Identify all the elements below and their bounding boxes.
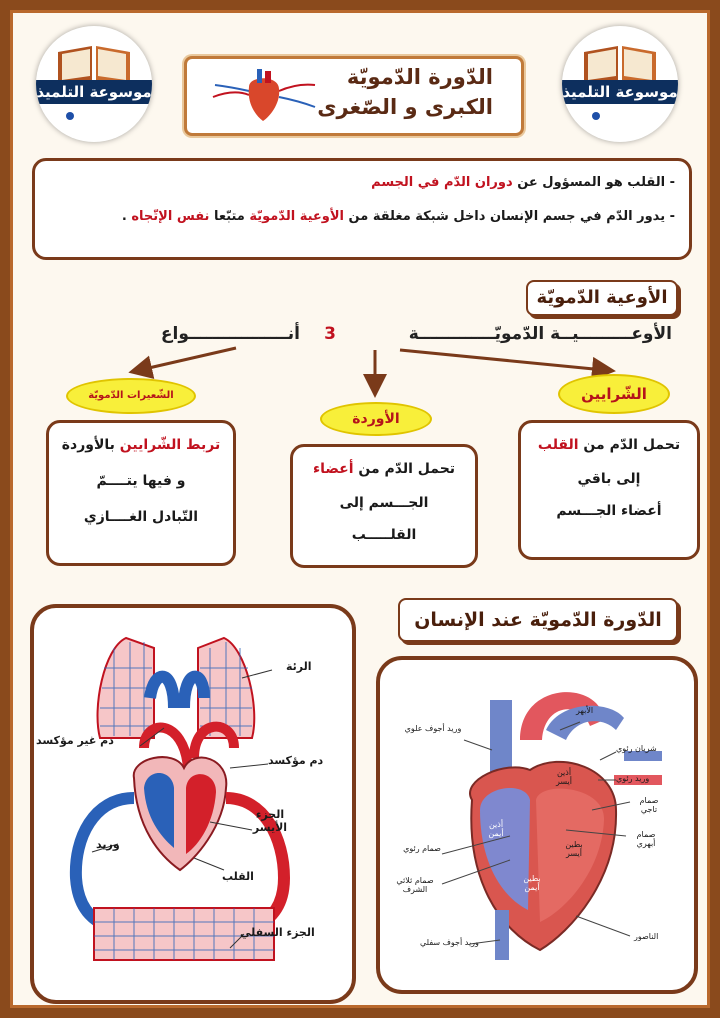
label-aorta: الأبهر (576, 706, 594, 715)
capillaries-line-1: تربط الشّرايين بالأوردة (61, 437, 221, 453)
label-pulmonary-valve: صمام رئوي (403, 844, 441, 853)
arteries-line-2: إلى باقي (577, 471, 641, 487)
card-capillaries (46, 420, 236, 566)
label-right-ventricle: بطين أيمن (523, 874, 541, 892)
intro-box (32, 158, 692, 260)
veins-line-2: الجـــسم إلى (339, 495, 429, 511)
veins-line-3: القلـــــب (351, 527, 417, 543)
logo-right (562, 26, 678, 142)
label-deoxygenated-blood: دم غير مؤكسد (36, 734, 114, 747)
label-lung: الرئة (286, 660, 312, 673)
circulation-diagram-frame (30, 604, 356, 1004)
vessels-header: الأوعية الدّمويّة (526, 280, 678, 316)
card-veins (290, 444, 478, 568)
label-mitral-valve: صمام تاجي (639, 796, 659, 814)
label-vein: وريد (96, 838, 120, 851)
title-line-2: الكبرى و الصّغرى (317, 95, 493, 119)
intro-line-2: - يدور الدّم في جسم الإنسان داخل شبكة مغلقة من الأوعية الدّمويّة متبّعا نفس الإتّجاه . (121, 209, 675, 224)
types-line-number: 3 (324, 324, 336, 344)
label-heart: القلب (222, 870, 254, 883)
veins-line-1: تحمل الدّم من أعضاء (312, 461, 456, 477)
capillaries-line-2: و فيها يتــــمّ (96, 473, 186, 489)
facebook-icon (66, 112, 74, 120)
oval-arteries: الشّرايين (558, 374, 670, 414)
label-superior-vena-cava: وريد أجوف علوي (404, 724, 462, 733)
label-inferior-vena-cava: وريد أجوف سفلي (420, 938, 479, 947)
heart-diagram-frame (376, 656, 698, 994)
label-left-ventricle: بطين أيسر (565, 840, 583, 858)
facebook-icon (592, 112, 600, 120)
book-icon (54, 40, 134, 84)
label-septum: الناصور (634, 932, 659, 941)
capillaries-line-3: التّبادل الغــــازي (83, 509, 199, 525)
logo-left (36, 26, 152, 142)
arteries-line-1: تحمل الدّم من القلب (537, 437, 681, 453)
label-right-atrium: أذين أيمن (488, 820, 504, 838)
card-arteries (518, 420, 700, 560)
logo-text: موسوعة التلميذ (36, 80, 152, 104)
book-icon (580, 40, 660, 84)
label-lower-part: الجزء السفلي (240, 926, 315, 939)
label-aortic-valve: صمام أبهري (636, 830, 656, 848)
intro-line-1: - القلب هو المسؤول عن دوران الدّم في الجسم (371, 175, 675, 190)
types-line-b: أنـــــــــــــــــواع (160, 324, 300, 344)
label-pulmonary-artery: شريان رئوي (616, 744, 657, 753)
logo-text: موسوعة التلميذ (562, 80, 678, 104)
label-tricuspid-valve: صمام ثلاثي الشرف (396, 876, 434, 894)
label-left-part: الجزء الأيسر (252, 808, 288, 834)
types-line-a: الأوعـــــــــيــة الدّمويّـــــــــــــة (408, 324, 672, 344)
heart-vessels-icon (209, 67, 319, 123)
label-pulmonary-vein: وريد رئوي (616, 774, 650, 783)
oval-veins: الأوردة (320, 402, 432, 436)
label-oxygenated-blood: دم مؤكسد (268, 754, 324, 767)
oval-capillaries: الشّعيرات الدّمويّة (66, 378, 196, 414)
arteries-line-3: أعضاء الجـــسم (556, 503, 662, 519)
title-box (184, 56, 524, 136)
circulation-header: الدّورة الدّمويّة عند الإنسان (398, 598, 678, 642)
label-left-atrium: أذين أيسر (556, 768, 572, 786)
title-line-1: الدّورة الدّمويّة (346, 65, 493, 89)
